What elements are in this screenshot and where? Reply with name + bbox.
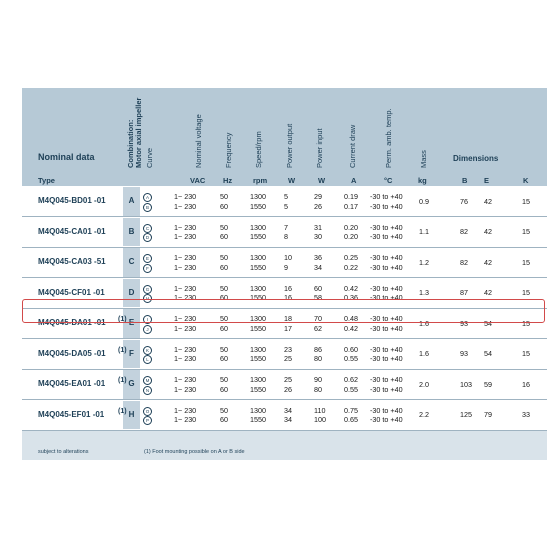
combination-letter: A (128, 196, 135, 206)
combination-letter: D (128, 287, 135, 297)
temp-value: -30 to +40 (370, 405, 403, 415)
temp-value: -30 to +40 (370, 222, 403, 232)
row-separator (22, 277, 547, 278)
k-value: 15 (522, 288, 530, 298)
voltage-value: 1~ 230 (174, 232, 197, 242)
mass-value: 1.1 (419, 227, 429, 237)
e-value: 42 (484, 288, 492, 298)
row-separator (22, 399, 547, 400)
current-value: 0.55 (344, 354, 358, 364)
row-separator (22, 247, 547, 248)
pout-value: 25 (284, 354, 292, 364)
speed-value: 1300 (250, 283, 266, 293)
b-value: 93 (460, 318, 468, 328)
pout-value: 10 (284, 253, 292, 263)
voltage-value: 1~ 230 (174, 415, 197, 425)
voltage-value: 1~ 230 (174, 222, 197, 232)
temp-value: -30 to +40 (370, 201, 403, 211)
freq-value: 60 (220, 323, 228, 333)
unit-w-input: W (318, 176, 326, 185)
pout-value: 5 (284, 201, 288, 211)
curve-icon: E (143, 254, 152, 263)
speed-value: 1300 (250, 314, 266, 324)
temp-value: -30 to +40 (370, 253, 403, 263)
voltage-value: 1~ 230 (174, 253, 197, 263)
combination-letter: E (128, 318, 135, 328)
freq-value: 60 (220, 201, 228, 211)
pin-value: 80 (314, 384, 322, 394)
pin-value: 34 (314, 262, 322, 272)
curve-icon: B (143, 203, 152, 212)
unit-b: B (462, 176, 468, 185)
current-value: 0.48 (344, 314, 358, 324)
power-output-header: Power output (285, 123, 294, 168)
speed-value: 1300 (250, 344, 266, 354)
current-value: 0.55 (344, 384, 358, 394)
pin-value: 86 (314, 344, 322, 354)
unit-c: °C (384, 176, 393, 185)
current-value: 0.75 (344, 405, 358, 415)
freq-value: 50 (220, 283, 228, 293)
temp-value: -30 to +40 (370, 344, 403, 354)
curve-icon: F (143, 264, 152, 273)
nominal-data-heading: Nominal data (38, 152, 95, 162)
curve-icon: N (143, 386, 152, 395)
current-value: 0.36 (344, 293, 358, 303)
row-separator (22, 216, 547, 217)
curve-icon: A (143, 193, 152, 202)
unit-rpm: rpm (253, 176, 268, 185)
e-value: 42 (484, 196, 492, 206)
pout-value: 17 (284, 323, 292, 333)
mass-value: 2.2 (419, 410, 429, 420)
speed-header: Speed/rpm (254, 131, 263, 168)
motor-axial-impeller-header: Motor axial impeller (134, 97, 143, 168)
pout-value: 25 (284, 375, 292, 385)
curve-icon: H (143, 294, 152, 303)
pout-value: 26 (284, 384, 292, 394)
speed-value: 1300 (250, 405, 266, 415)
pout-value: 9 (284, 262, 288, 272)
unit-kg: kg (418, 176, 427, 185)
speed-value: 1550 (250, 293, 266, 303)
freq-value: 60 (220, 354, 228, 364)
mass-value: 1.3 (419, 288, 429, 298)
row-separator (22, 430, 547, 431)
type-name[interactable]: M4Q045-BD01 -01 (38, 196, 106, 206)
voltage-value: 1~ 230 (174, 283, 197, 293)
current-value: 0.20 (344, 222, 358, 232)
combination-letter: C (128, 257, 135, 267)
e-value: 54 (484, 349, 492, 359)
mass-value: 2.0 (419, 379, 429, 389)
temp-value: -30 to +40 (370, 323, 403, 333)
e-value: 54 (484, 318, 492, 328)
freq-value: 60 (220, 384, 228, 394)
e-value: 59 (484, 379, 492, 389)
temp-value: -30 to +40 (370, 293, 403, 303)
type-name[interactable]: M4Q045-DA01 -01 (38, 318, 106, 328)
curve-icon: K (143, 346, 152, 355)
curve-icon: O (143, 407, 152, 416)
pout-value: 18 (284, 314, 292, 324)
combination-letter: F (129, 348, 134, 358)
mass-header: Mass (419, 150, 428, 168)
footer-note-left: subject to alterations (38, 449, 89, 455)
k-value: 15 (522, 196, 530, 206)
b-value: 82 (460, 257, 468, 267)
current-value: 0.25 (344, 253, 358, 263)
type-name[interactable]: M4Q045-CA03 -51 (38, 257, 106, 267)
nominal-voltage-header: Nominal voltage (194, 114, 203, 168)
power-input-header: Power input (315, 128, 324, 168)
k-value: 15 (522, 318, 530, 328)
freq-value: 50 (220, 375, 228, 385)
b-value: 76 (460, 196, 468, 206)
units-bar (22, 170, 547, 186)
mass-value: 1.2 (419, 257, 429, 267)
pout-value: 34 (284, 415, 292, 425)
current-value: 0.19 (344, 192, 358, 202)
current-value: 0.42 (344, 323, 358, 333)
perm-temp-header: Perm. amb. temp. (384, 108, 393, 168)
freq-value: 50 (220, 253, 228, 263)
pin-value: 80 (314, 354, 322, 364)
combination-letter: G (128, 379, 135, 389)
curve-icon: D (143, 233, 152, 242)
pout-value: 8 (284, 232, 288, 242)
speed-value: 1300 (250, 253, 266, 263)
mass-value: 0.9 (419, 196, 429, 206)
pin-value: 36 (314, 253, 322, 263)
voltage-value: 1~ 230 (174, 344, 197, 354)
temp-value: -30 to +40 (370, 384, 403, 394)
unit-a: A (351, 176, 357, 185)
voltage-value: 1~ 230 (174, 192, 197, 202)
temp-value: -30 to +40 (370, 354, 403, 364)
temp-value: -30 to +40 (370, 375, 403, 385)
pin-value: 29 (314, 192, 322, 202)
e-value: 42 (484, 257, 492, 267)
pin-value: 62 (314, 323, 322, 333)
pout-value: 7 (284, 222, 288, 232)
curve-icon: L (143, 355, 152, 364)
unit-e: E (484, 176, 490, 185)
frequency-header: Frequency (224, 132, 233, 168)
type-name[interactable]: M4Q045-DA05 -01 (38, 348, 106, 358)
voltage-value: 1~ 230 (174, 262, 197, 272)
speed-value: 1550 (250, 323, 266, 333)
footer-note-right: (1) Foot mounting possible on A or B side (144, 449, 245, 455)
current-value: 0.20 (344, 232, 358, 242)
freq-value: 50 (220, 405, 228, 415)
k-value: 33 (522, 410, 530, 420)
combination-letter: H (128, 409, 135, 419)
footnote-marker: (1) (118, 346, 127, 354)
pout-value: 34 (284, 405, 292, 415)
curve-header: Curve (145, 147, 154, 168)
temp-value: -30 to +40 (370, 192, 403, 202)
b-value: 87 (460, 288, 468, 298)
curve-icon: J (143, 325, 152, 334)
k-value: 16 (522, 379, 530, 389)
current-value: 0.65 (344, 415, 358, 425)
type-label: Type (38, 176, 55, 185)
pout-value: 16 (284, 293, 292, 303)
pin-value: 31 (314, 222, 322, 232)
pin-value: 70 (314, 314, 322, 324)
speed-value: 1300 (250, 222, 266, 232)
pin-value: 58 (314, 293, 322, 303)
unit-vac: VAC (190, 176, 206, 185)
k-value: 15 (522, 349, 530, 359)
combination-letter: B (128, 226, 135, 236)
type-name[interactable]: M4Q045-CA01 -01 (38, 226, 106, 236)
temp-value: -30 to +40 (370, 262, 403, 272)
speed-value: 1550 (250, 354, 266, 364)
speed-value: 1550 (250, 232, 266, 242)
voltage-value: 1~ 230 (174, 293, 197, 303)
current-draw-header: Current draw (348, 124, 357, 168)
voltage-value: 1~ 230 (174, 314, 197, 324)
speed-value: 1550 (250, 384, 266, 394)
type-name[interactable]: M4Q045-EA01 -01 (38, 379, 106, 389)
e-value: 79 (484, 410, 492, 420)
unit-w-output: W (288, 176, 296, 185)
freq-value: 50 (220, 222, 228, 232)
pin-value: 30 (314, 232, 322, 242)
pin-value: 60 (314, 283, 322, 293)
voltage-value: 1~ 230 (174, 375, 197, 385)
unit-k: K (523, 176, 529, 185)
voltage-value: 1~ 230 (174, 201, 197, 211)
freq-value: 50 (220, 314, 228, 324)
k-value: 15 (522, 257, 530, 267)
curve-icon: C (143, 224, 152, 233)
curve-icon: M (143, 376, 152, 385)
current-value: 0.62 (344, 375, 358, 385)
curve-icon: I (143, 315, 152, 324)
freq-value: 60 (220, 262, 228, 272)
speed-value: 1550 (250, 415, 266, 425)
speed-value: 1550 (250, 262, 266, 272)
footnote-marker: (1) (118, 316, 127, 324)
pin-value: 100 (314, 415, 326, 425)
freq-value: 50 (220, 344, 228, 354)
b-value: 103 (460, 379, 472, 389)
type-name[interactable]: M4Q045-CF01 -01 (38, 287, 105, 297)
pin-value: 26 (314, 201, 322, 211)
b-value: 125 (460, 410, 472, 420)
temp-value: -30 to +40 (370, 314, 403, 324)
pout-value: 16 (284, 283, 292, 293)
freq-value: 60 (220, 293, 228, 303)
footnote-marker: (1) (118, 377, 127, 385)
speed-value: 1300 (250, 375, 266, 385)
b-value: 82 (460, 227, 468, 237)
current-value: 0.22 (344, 262, 358, 272)
voltage-value: 1~ 230 (174, 384, 197, 394)
curve-icon: G (143, 285, 152, 294)
voltage-value: 1~ 230 (174, 405, 197, 415)
pin-value: 90 (314, 375, 322, 385)
current-value: 0.42 (344, 283, 358, 293)
row-separator (22, 338, 547, 339)
mass-value: 1.6 (419, 349, 429, 359)
footnote-marker: (1) (118, 407, 127, 415)
freq-value: 50 (220, 192, 228, 202)
curve-icon: P (143, 416, 152, 425)
current-value: 0.60 (344, 344, 358, 354)
temp-value: -30 to +40 (370, 232, 403, 242)
b-value: 93 (460, 349, 468, 359)
speed-value: 1300 (250, 192, 266, 202)
pin-value: 110 (314, 405, 326, 415)
mass-value: 1.6 (419, 318, 429, 328)
temp-value: -30 to +40 (370, 283, 403, 293)
speed-value: 1550 (250, 201, 266, 211)
dimensions-heading: Dimensions (453, 154, 499, 163)
row-separator (22, 369, 547, 370)
unit-hz: Hz (223, 176, 233, 185)
current-value: 0.17 (344, 201, 358, 211)
type-name[interactable]: M4Q045-EF01 -01 (38, 409, 105, 419)
combination-header: Combination: (126, 119, 135, 168)
voltage-value: 1~ 230 (174, 354, 197, 364)
freq-value: 60 (220, 415, 228, 425)
e-value: 42 (484, 227, 492, 237)
data-table (22, 88, 547, 460)
voltage-value: 1~ 230 (174, 323, 197, 333)
temp-value: -30 to +40 (370, 415, 403, 425)
highlighted-row-outline (22, 299, 545, 323)
pout-value: 5 (284, 192, 288, 202)
pout-value: 23 (284, 344, 292, 354)
k-value: 15 (522, 227, 530, 237)
freq-value: 60 (220, 232, 228, 242)
